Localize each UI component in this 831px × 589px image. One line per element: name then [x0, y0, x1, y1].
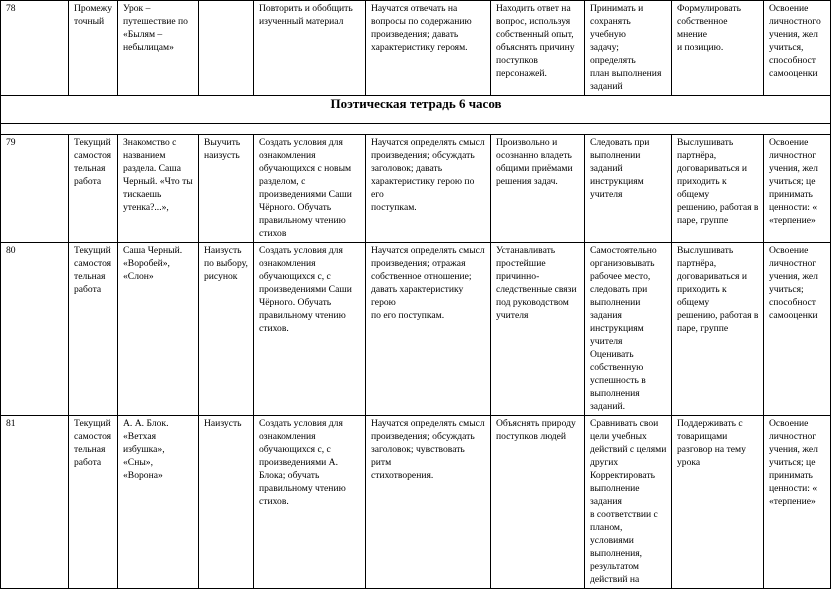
regulatory-skills: Принимать и сохранять учебную задачу; определять план выполнения заданий	[585, 1, 672, 96]
personal-results: Освоение личностног учения, жел учиться; способност самооценки	[764, 243, 831, 416]
communicative-skills: Поддерживать с товарищами разговор на тему урока	[672, 416, 764, 589]
lesson-type: Промежу точный	[69, 1, 118, 96]
lesson-number: 81	[1, 416, 69, 589]
lesson-topic: Саша Черный. «Воробей», «Слон»	[118, 243, 199, 416]
lesson-topic: А. А. Блок. «Ветхая избушка», «Сны», «Ворона»	[118, 416, 199, 589]
lesson-topic: Урок – путешествие по «Былям – небылицам»	[118, 1, 199, 96]
subject-results: Научатся определять смысл произведения; отражая собственное отношение; давать характеристику герою по его поступкам.	[366, 243, 491, 416]
table-row	[1, 135, 831, 243]
student-activity: Выучить наизусть	[199, 135, 254, 243]
subject-results: Научатся определять смысл произведения; обсуждать заголовок; давать характеристику герою по его поступкам.	[366, 135, 491, 243]
regulatory-skills: Самостоятельно организовывать рабочее место, следовать при выполнении задания инструкциям учителя Оценивать собственную успешность в выполнения заданий.	[585, 243, 672, 416]
regulatory-skills: Сравнивать свои цели учебных действий с целями других Корректировать выполнение задания в соответствии с планом, условиями выполнения, результатом действий на	[585, 416, 672, 589]
subject-results: Научатся отвечать на вопросы по содержанию произведения; давать характеристику героям.	[366, 1, 491, 96]
cognitive-skills: Объяснять природу поступков людей	[491, 416, 585, 589]
cognitive-skills: Произвольно и осознанно владеть общими приёмами решения задач.	[491, 135, 585, 243]
communicative-skills: Выслушивать партнёра, договариваться и приходить к общему решению, работая в паре, группе	[672, 135, 764, 243]
lesson-number: 79	[1, 135, 69, 243]
personal-results: Освоение личностного учения, жел учиться, способност самооценки	[764, 1, 831, 96]
cognitive-skills: Устанавливать простейшие причинно- следственные связи под руководством учителя	[491, 243, 585, 416]
communicative-skills: Выслушивать партнёра, договариваться и приходить к общему решению, работая в паре, группе	[672, 243, 764, 416]
section-title: Поэтическая тетрадь 6 часов	[1, 96, 831, 124]
cognitive-skills: Находить ответ на вопрос, используя собственный опыт, объяснять причину поступков персонажей.	[491, 1, 585, 96]
spacer-cell	[1, 124, 831, 135]
personal-results: Освоение личностног учения, жел учиться; це принимать ценности: « «терпение»	[764, 135, 831, 243]
student-activity	[199, 1, 254, 96]
communicative-skills: Формулировать собственное мнение и позицию.	[672, 1, 764, 96]
section-header-row	[1, 96, 831, 124]
spacer-row	[1, 124, 831, 135]
student-activity: Наизусть	[199, 416, 254, 589]
lesson-number: 80	[1, 243, 69, 416]
regulatory-skills: Следовать при выполнении заданий инструкциям учителя	[585, 135, 672, 243]
lesson-type: Текущий самостоя тельная работа	[69, 416, 118, 589]
lesson-topic: Знакомство с названием раздела. Саша Черный. «Что ты тискаешь утенка?...»,	[118, 135, 199, 243]
personal-results: Освоение личностног учения, жел учиться; це принимать ценности: « «терпение»	[764, 416, 831, 589]
lesson-goal: Создать условия для ознакомления обучающихся с, с произведениями А. Блока; обучать правильному чтению стихов.	[254, 416, 366, 589]
lesson-goal: Создать условия для ознакомления обучающихся с новым разделом, с произведениями Саши Чёрного. Обучать правильному чтению стихов	[254, 135, 366, 243]
student-activity: Наизусть по выбору, рисунок	[199, 243, 254, 416]
lesson-type: Текущий самостоя тельная работа	[69, 135, 118, 243]
table-row	[1, 1, 831, 96]
lesson-goal: Создать условия для ознакомления обучающихся с, с произведениями Саши Чёрного. Обучать правильному чтению стихов.	[254, 243, 366, 416]
lesson-goal: Повторить и обобщить изученный материал	[254, 1, 366, 96]
table-row	[1, 416, 831, 589]
lesson-type: Текущий самостоя тельная работа	[69, 243, 118, 416]
subject-results: Научатся определять смысл произведения; обсуждать заголовок; чувствовать ритм стихотворения.	[366, 416, 491, 589]
lesson-number: 78	[1, 1, 69, 96]
table-row	[1, 243, 831, 416]
